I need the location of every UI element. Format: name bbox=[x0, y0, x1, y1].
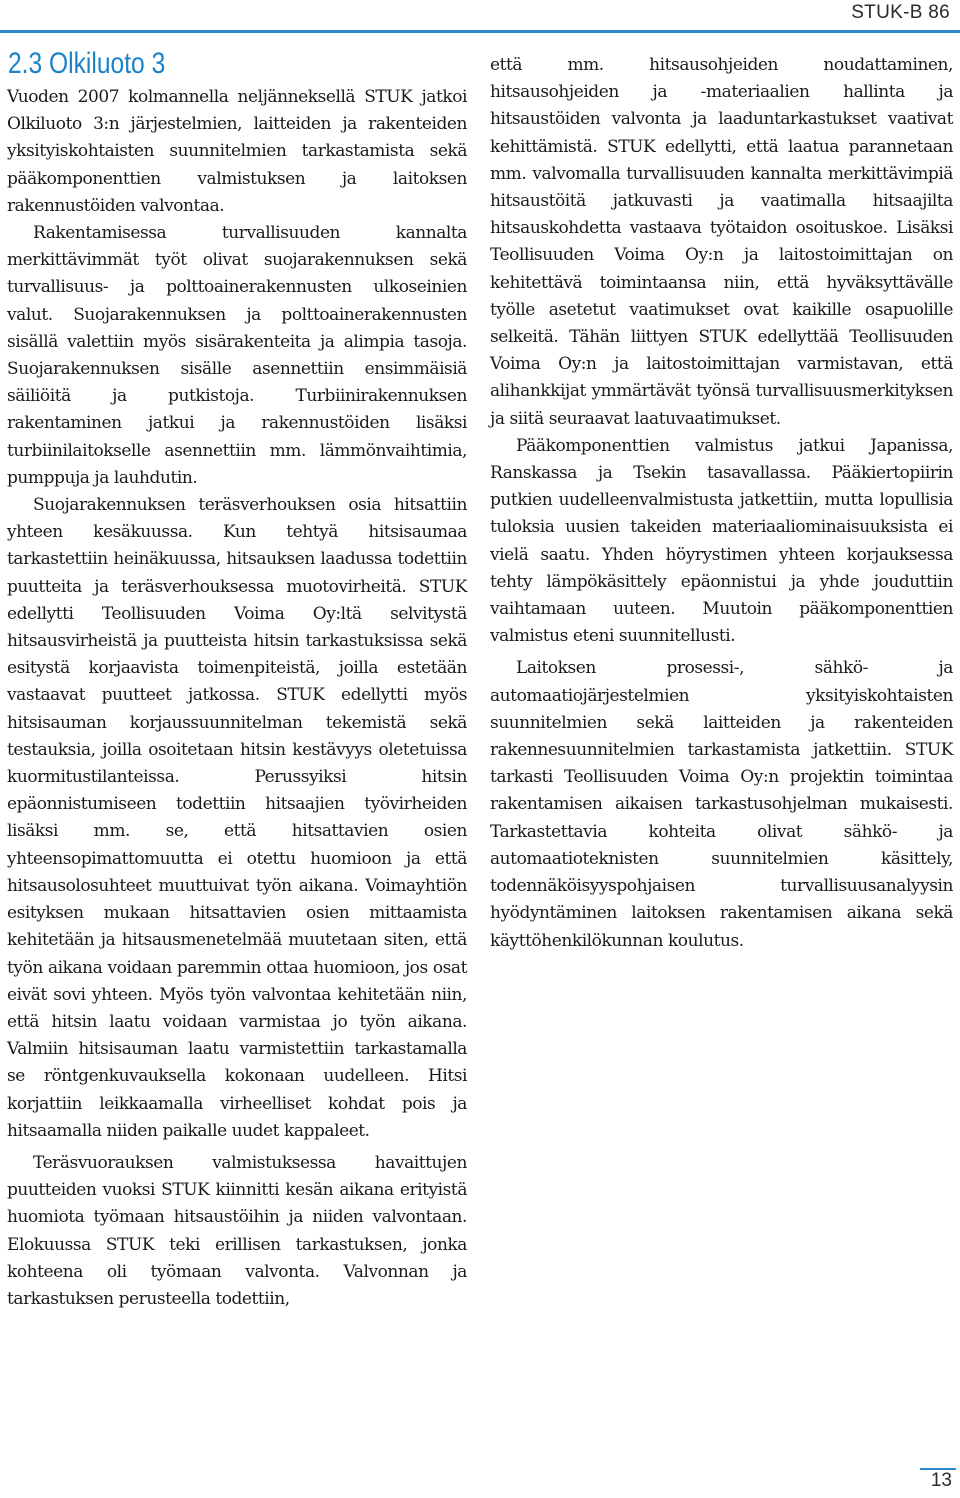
paragraph: Pääkomponenttien valmistus jatkui Japanissa, Ranskassa ja Tsekin tasavallassa. Pääkiertopiirin putkien uudelleenvalmistusta jatkettiin, mutta lopullisia tuloksia uusien takeiden materiaaliominaisuuksista ei vielä saatu. Yhden höyrystimen yhteen korjauksessa tehty lämpökäsittely epäonnistui ja yhde jouduttiin vaihtamaan uuteen. Muutoin pääkomponenttien valmistus eteni suunnitellusti. bbox=[490, 435, 953, 647]
paragraph: Vuoden 2007 kolmannella neljänneksellä STUK jatkoi Olkiluoto 3:n järjestelmien, laitteiden ja rakenteiden yksityiskohtaisten suunnitelmien tarkastamista sekä pääkomponenttien valmistuksen ja laitoksen rakennustöiden valvontaa. bbox=[7, 87, 467, 216]
paragraph: Laitoksen prosessi-, sähkö- ja automaatiojärjestelmien yksityiskohtaisten suunnitelmien sekä laitteiden ja rakenteiden rakennesuunnitelmien tarkastamista jatkettiin. STUK tarkasti Teollisuuden Voima Oy:n projektin toimintaa rakentamisen aikaisen tarkastusohjelman mukaisesti. Tarkastettavia kohteita olivat sähkö- ja automaatioteknisten suunnitelmien käsittely, todennäköisyyspohjaisen turvallisuusanalyysin hyödyntäminen laitoksen rakentamisen aikana sekä käyttöhenkilökunnan koulutus. bbox=[490, 658, 953, 951]
paragraph: että mm. hitsausohjeiden noudattaminen, hitsausohjeiden ja -materiaalien hallinta ja hitsaustöiden valvonta ja laaduntarkastukset vaativat kehittämistä. STUK edellytti, että laatua parannetaan mm. valvomalla turvallisuuden kannalta merkittävimpiä hitsaustöitä jatkuvasti ja vaatimalla hitsaajilta hitsauskohdetta vastaava työtaidon osoituskoe. Lisäksi Teollisuuden Voima Oy:n ja laitostoimittajan on kehitettävä toimintaansa niin, että hyväksyttävälle työlle asetetut vaatimukset ovat kaikille osapuolille selkeitä. Tähän liittyen STUK edellyttää Teollisuuden Voima Oy:n ja laitostoimittajan varmistavan, että alihankkijat ymmärtävät työnsä turvallisuusmerkityksen ja siitä seuraavat laatuvaatimukset. bbox=[490, 55, 953, 429]
right-column bbox=[490, 52, 953, 955]
page-number: 13 bbox=[930, 1470, 952, 1491]
series-label: STUK-B 86 bbox=[851, 2, 950, 23]
left-column bbox=[7, 84, 467, 1313]
paragraph: Suojarakennuksen teräsverhouksen osia hitsattiin yhteen kesäkuussa. Kun tehtyä hitsisaumaa tarkastettiin heinäkuussa, hitsauksen laadussa todettiin puutteita ja teräsverhouksessa muotovirheitä. STUK edellytti Teollisuuden Voima Oy:ltä selvitystä hitsausvirheistä ja puutteista hitsin tarkastuksissa sekä esitystä korjaavista toimenpiteistä, joilla estetään vastaavat puutteet jatkossa. STUK edellytti myös hitsisauman korjaussuunnitelman tekemistä sekä testauksia, joilla osoitetaan hitsin kestävyys oletetuissa kuormitustilanteissa. Perussyiksi hitsin epäonnistumiseen todettiin hitsaajien työvirheiden lisäksi mm. se, että hitsattavien osien yhteensopimattomuutta ei otettu huomioon ja että hitsausolosuhteet muuttuivat työn aikana. Voimayhtiön esityksen mukaan hitsattavien osien mittaamista kehitetään ja hitsausmenetelmää muutetaan siten, että työn aikana voidaan paremmin ottaa huomioon, jos osat eivät sovi yhteen. Myös työn valvontaa kehitetään niin, että hitsin laatu voidaan varmistaa jo työn aikana. Valmiin hitsisauman laatu varmistettiin tarkastamalla se röntgenkuvauksella kokonaan uudelleen. Hitsi korjattiin leikkaamalla virheelliset kohdat pois ja hitsaamalla niiden paikalle uudet kappaleet. bbox=[7, 495, 467, 1141]
paragraph: Rakentamisessa turvallisuuden kannalta merkittävimmät työt olivat suojarakennuksen sekä turvallisuus- ja polttoainerakennusten ulkoseinien valut. Suojarakennuksen ja polttoainerakennusten sisällä valettiin myös sisärakenteita ja alimpia tasoja. Suojarakennuksen sisälle asennettiin ensimmäisiä säiliöitä ja putkistoja. Turbiinirakennuksen rakentaminen jatkui ja rakennustöiden lisäksi turbiinilaitokselle asennettiin mm. lämmönvaihtimia, pumppuja ja lauhdutin. bbox=[7, 223, 467, 488]
paragraph: Teräsvuorauksen valmistuksessa havaittujen puutteiden vuoksi STUK kiinnitti kesän aikana erityistä huomiota työmaan hitsaustöihin ja niiden valvontaan. Elokuussa STUK teki erillisen tarkastuksen, jonka kohteena oli työmaan valvonta. Valvonnan ja tarkastuksen perusteella todettiin, bbox=[7, 1152, 467, 1309]
section-heading: 2.3 Olkiluoto 3 bbox=[8, 47, 166, 80]
header-rule bbox=[0, 30, 960, 33]
